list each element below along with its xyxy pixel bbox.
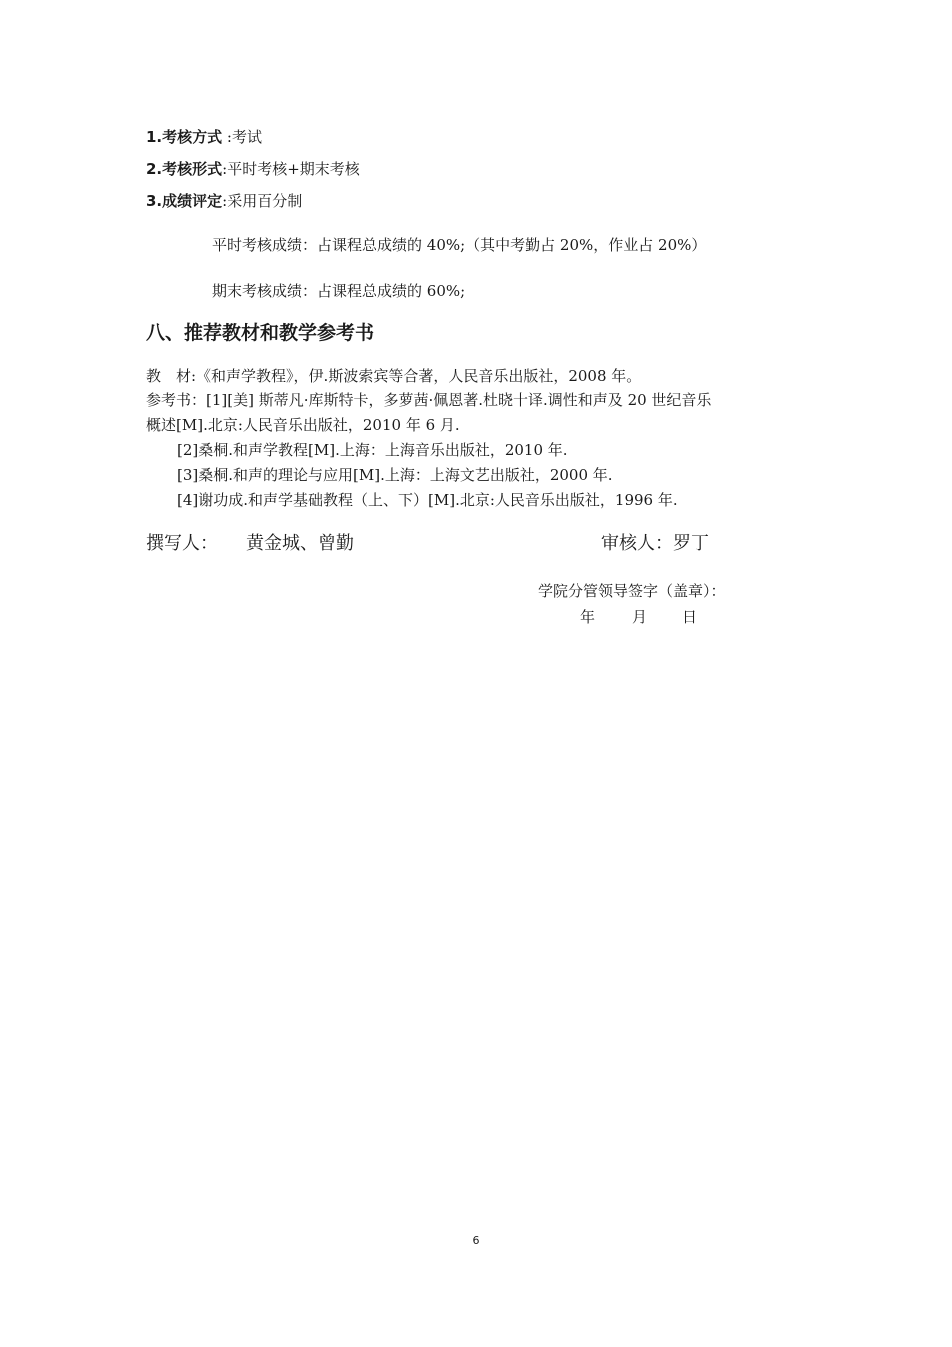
final-score-line: 期末考核成绩：占课程总成绩的 60%; xyxy=(212,282,466,300)
date-day: 日 xyxy=(682,608,698,626)
section-heading: 八、推荐教材和教学参考书 xyxy=(146,322,375,344)
assessment-method-label: 1.考核方式 xyxy=(146,128,223,146)
assessment-method-value: :考试 xyxy=(222,128,262,146)
reviewer: 审核人：罗丁 xyxy=(601,533,709,554)
assessment-method xyxy=(146,126,262,147)
writer-label: 撰写人： xyxy=(146,533,218,554)
grading-rule xyxy=(146,190,302,211)
page-number: 6 xyxy=(472,1234,480,1247)
reference-line-4: [4]谢功成.和声学基础教程（上、下）[M].北京:人民音乐出版社，1996 年. xyxy=(177,491,678,509)
writer-names: 黄金城、曾勤 xyxy=(246,533,354,554)
reference-line-1: 参考书：[1][美] 斯蒂凡·库斯特卡，多萝茜·佩恩著.杜晓十译.调性和声及 20 世纪音乐 xyxy=(146,391,712,409)
grading-rule-value: :采用百分制 xyxy=(222,192,303,210)
reference-line-1-cont: 概述[M].北京:人民音乐出版社，2010 年 6 月. xyxy=(146,416,460,434)
date-year: 年 xyxy=(580,608,596,626)
grading-rule-label: 3.成绩评定 xyxy=(146,192,223,210)
leader-signature-label: 学院分管领导签字（盖章）： xyxy=(538,582,726,600)
assessment-form xyxy=(146,158,360,179)
reference-line-2: [2]桑桐.和声学教程[M].上海：上海音乐出版社，2010 年. xyxy=(177,441,568,459)
assessment-form-label: 2.考核形式 xyxy=(146,160,223,178)
regular-score-line: 平时考核成绩：占课程总成绩的 40%;（其中考勤占 20%，作业占 20%） xyxy=(212,236,707,254)
reference-line-3: [3]桑桐.和声的理论与应用[M].上海：上海文艺出版社，2000 年. xyxy=(177,466,613,484)
assessment-form-value: :平时考核+期末考核 xyxy=(222,160,360,178)
textbook-line: 教 材:《和声学教程》，伊.斯波索宾等合著，人民音乐出版社，2008 年。 xyxy=(146,367,642,385)
date-month: 月 xyxy=(632,608,648,626)
